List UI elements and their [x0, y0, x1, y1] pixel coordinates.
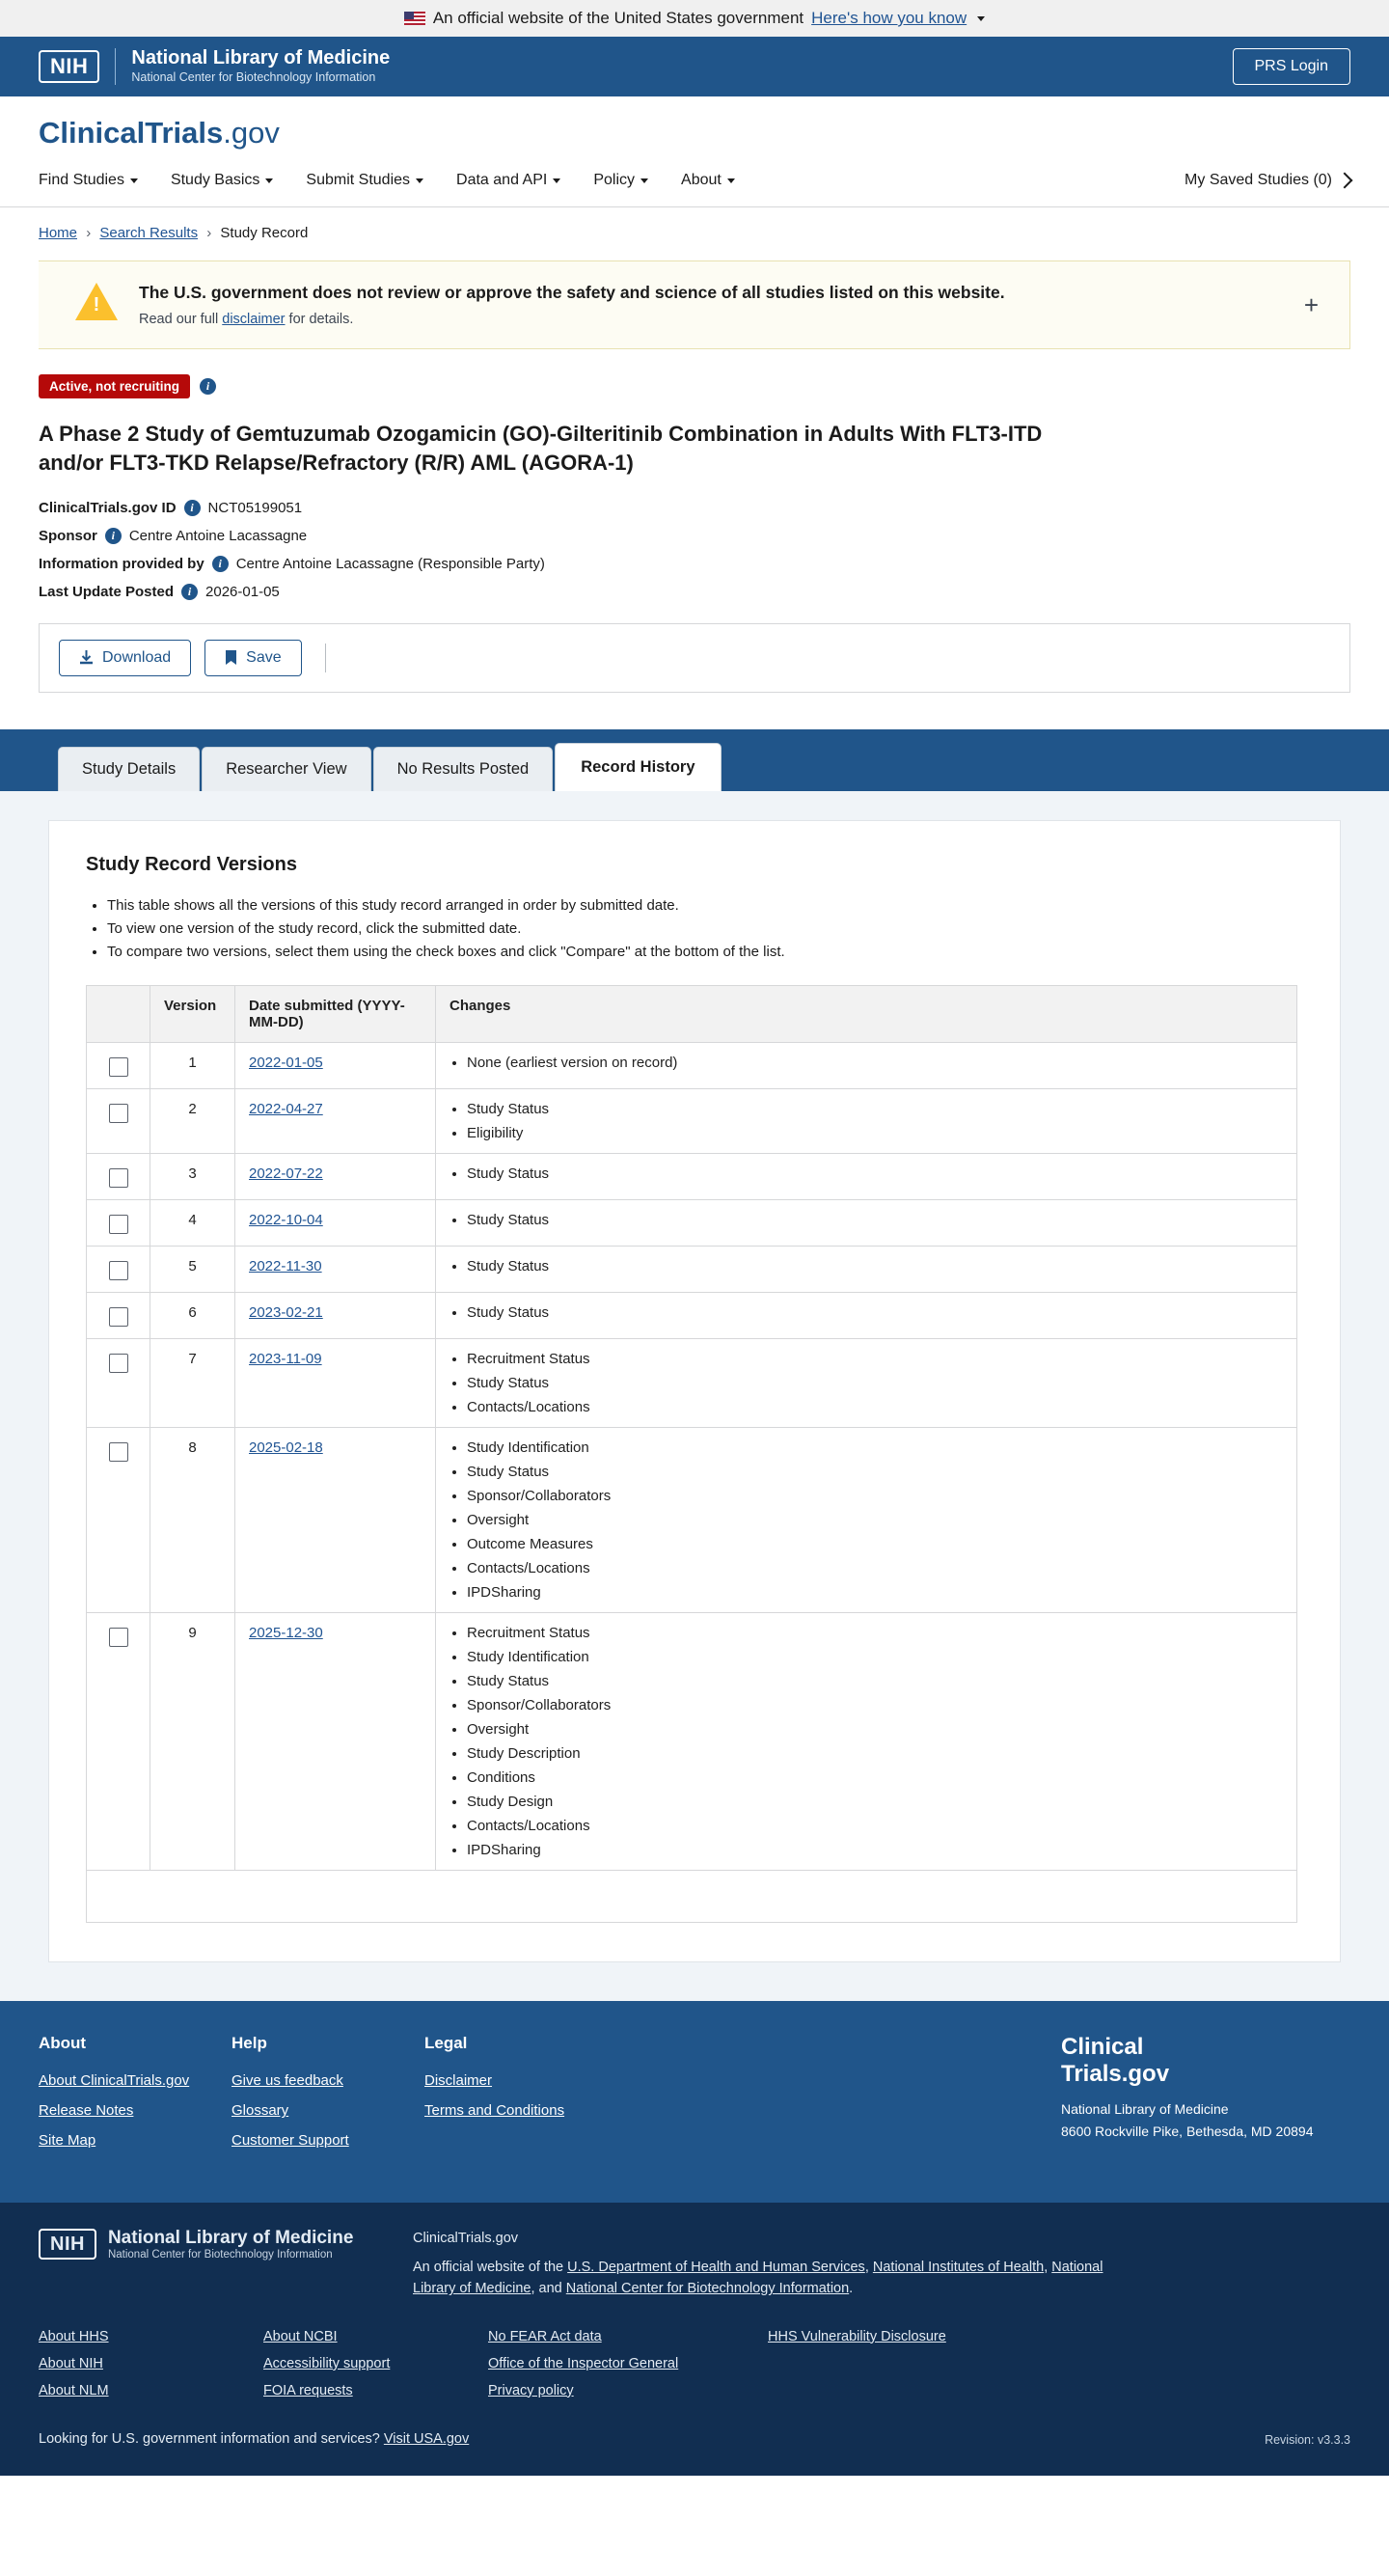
changes-cell [436, 1154, 1297, 1200]
footer-brand [1061, 2034, 1350, 2162]
versions-table-head [87, 986, 1297, 1043]
site-header [0, 96, 1389, 207]
alert-sub-pre: Read our full [139, 312, 223, 327]
section-heading: Study Record Versions [86, 854, 297, 876]
alert-expand-button[interactable]: + [1303, 290, 1319, 319]
ncbi-link[interactable]: National Center for Biotechnology Information [565, 2281, 850, 2297]
changes-list [449, 1165, 1283, 1182]
my-saved-studies-link[interactable] [1185, 172, 1350, 189]
record-history-panel [48, 820, 1341, 1962]
version-date-link[interactable]: 2022-11-30 [249, 1258, 322, 1275]
status-badge: Active, not recruiting [39, 374, 190, 398]
change-item: • Outcome Measures [467, 1536, 1283, 1552]
version-date-link[interactable]: 2022-10-04 [249, 1212, 323, 1229]
changes-cell [436, 1247, 1297, 1293]
version-number: 3 [150, 1154, 235, 1200]
gov-links-column-2 [263, 2329, 488, 2410]
change-item: • Contacts/Locations [467, 1560, 1283, 1576]
breadcrumb [0, 207, 1389, 247]
date-submitted-cell [235, 1428, 436, 1613]
tab-record-history[interactable]: Record History [555, 743, 721, 791]
meta-label: Information provided by [39, 556, 204, 573]
download-icon [79, 650, 94, 666]
date-submitted-cell [235, 1089, 436, 1154]
change-item: • Sponsor/Collaborators [467, 1697, 1283, 1713]
table-row [87, 1339, 1297, 1428]
footer-heading: Help [232, 2034, 267, 2053]
column-header-version: Version [150, 986, 235, 1043]
list-item: • To view one version of the study record, click the submitted date. [107, 920, 1303, 937]
chevron-down-icon[interactable] [977, 16, 985, 21]
alert-accent-bar [39, 261, 42, 348]
arrow-right-icon [1337, 172, 1353, 188]
hhs-link[interactable]: U.S. Department of Health and Human Services [567, 2259, 865, 2275]
date-submitted-cell [235, 1339, 436, 1428]
version-checkbox[interactable] [109, 1628, 128, 1647]
change-item: • IPDSharing [467, 1584, 1283, 1601]
change-item: • Study Status [467, 1101, 1283, 1117]
breadcrumb-search-results[interactable]: Search Results [99, 225, 199, 241]
brand-bold: ClinicalTrials [39, 116, 224, 150]
meta-value: Centre Antoine Lacassagne [128, 528, 308, 545]
version-number: 9 [150, 1613, 235, 1871]
change-item: • Eligibility [467, 1125, 1283, 1141]
table-footer-row [87, 1871, 1297, 1923]
official-prefix: An official website of the [413, 2259, 568, 2275]
gov-banner [0, 0, 1389, 37]
change-item: • Study Status [467, 1464, 1283, 1480]
meta-row-last-update-posted [39, 584, 1350, 600]
footer-link[interactable]: Give us feedback [232, 2072, 343, 2090]
page-title: A Phase 2 Study of Gemtuzumab Ozogamicin (GO)-Gilteritinib Combination in Adults With FLT3-ITD and/or FLT3-TKD Relapse/Refractory (R/R) AML (AGORA-1) [39, 422, 1043, 475]
change-item: • Sponsor/Collaborators [467, 1488, 1283, 1504]
gov-footer-link[interactable]: About NCBI [263, 2328, 338, 2344]
table-footer-cell [87, 1871, 1297, 1923]
version-number: 8 [150, 1428, 235, 1613]
row-select-cell [87, 1154, 150, 1200]
meta-value: Centre Antoine Lacassagne (Responsible Party) [235, 556, 545, 573]
change-item: • Study Status [467, 1258, 1283, 1274]
usa-gov-link[interactable]: Visit USA.gov [383, 2430, 470, 2447]
version-date-link[interactable]: 2022-01-05 [249, 1055, 323, 1072]
footer-column-about [39, 2034, 232, 2162]
row-select-cell [87, 1200, 150, 1247]
version-number: 4 [150, 1200, 235, 1247]
nav-label: Data and API [456, 172, 548, 188]
disclaimer-alert [39, 260, 1350, 349]
nih-logo[interactable]: NIH [39, 2229, 96, 2260]
version-number: 2 [150, 1089, 235, 1154]
download-button[interactable] [59, 640, 191, 676]
footer-heading: About [39, 2034, 87, 2053]
government-footer [0, 2203, 1389, 2475]
footer-link[interactable]: Terms and Conditions [424, 2102, 565, 2120]
gov-links-column-3 [488, 2329, 768, 2410]
gov-footer-link[interactable]: Privacy policy [488, 2382, 574, 2398]
info-icon[interactable]: i [105, 528, 122, 544]
change-item: • Study Status [467, 1165, 1283, 1182]
version-date-link[interactable]: 2022-04-27 [249, 1101, 323, 1118]
table-row [87, 1293, 1297, 1339]
version-date-link[interactable]: 2023-11-09 [249, 1351, 322, 1368]
meta-row-information-provided-by [39, 556, 1350, 572]
nav-label: Policy [593, 172, 636, 188]
row-select-cell [87, 1428, 150, 1613]
nlm-link[interactable]: National Library of Medicine [413, 2259, 1103, 2297]
info-icon[interactable]: i [181, 584, 198, 600]
column-header-changes: Changes [436, 986, 1297, 1043]
date-submitted-cell [235, 1043, 436, 1089]
change-item: • Contacts/Locations [467, 1818, 1283, 1834]
brand-light: .gov [223, 116, 280, 150]
nav-item-data-and-api[interactable] [456, 160, 560, 201]
gov-footer-link[interactable]: HHS Vulnerability Disclosure [768, 2328, 946, 2344]
footer-column-help [232, 2034, 424, 2162]
table-row [87, 1613, 1297, 1871]
changes-cell [436, 1339, 1297, 1428]
gov-footer-link[interactable]: About NIH [39, 2355, 103, 2371]
tab-study-details[interactable]: Study Details [58, 747, 200, 791]
version-number: 7 [150, 1339, 235, 1428]
footer-nih-title: National Library of Medicine [107, 2228, 354, 2249]
change-item: • IPDSharing [467, 1842, 1283, 1858]
footer-link[interactable]: Release Notes [39, 2102, 134, 2120]
footer-column-legal [424, 2034, 617, 2162]
change-item: • Recruitment Status [467, 1351, 1283, 1367]
alert-title: The U.S. government does not review or approve the safety and science of all studies listed on this website. [139, 283, 1005, 302]
gov-footer-link[interactable]: About HHS [39, 2328, 109, 2344]
footer-brand-line1: Clinical [1061, 2034, 1144, 2061]
changes-cell [436, 1043, 1297, 1089]
column-header-date: Date submitted (YYYY-MM-DD) [235, 986, 436, 1043]
changes-cell [436, 1613, 1297, 1871]
meta-value: 2026-01-05 [205, 584, 280, 601]
saved-studies-label: My Saved Studies (0) [1185, 172, 1332, 188]
list-item: • To compare two versions, select them using the check boxes and click "Compare" at the bottom of the list. [107, 944, 1303, 960]
change-item: • Oversight [467, 1721, 1283, 1738]
change-item: • Study Design [467, 1794, 1283, 1810]
breadcrumb-current: Study Record [220, 225, 309, 241]
changes-list [449, 1101, 1283, 1141]
table-row [87, 1247, 1297, 1293]
nav-label: Find Studies [39, 172, 124, 188]
version-number: 1 [150, 1043, 235, 1089]
gov-footer-link[interactable]: About NLM [39, 2382, 109, 2398]
gov-links-column-1 [39, 2329, 263, 2410]
nih-header-title: National Library of Medicine [131, 47, 391, 69]
nih-header [0, 37, 1389, 96]
and-text: , and [531, 2281, 566, 2297]
date-submitted-cell [235, 1293, 436, 1339]
changes-list [449, 1258, 1283, 1274]
change-item: • Recruitment Status [467, 1625, 1283, 1641]
alert-sub-post: for details. [285, 312, 354, 327]
warning-icon: ! [75, 283, 118, 321]
footer-brand-line2: Trials.gov [1061, 2060, 1170, 2087]
date-submitted-cell [235, 1200, 436, 1247]
date-submitted-cell [235, 1613, 436, 1871]
nav-item-find-studies[interactable] [39, 160, 138, 201]
change-item: • Study Status [467, 1304, 1283, 1321]
tab-researcher-view[interactable]: Researcher View [202, 747, 370, 791]
table-row [87, 1154, 1297, 1200]
footer-nih-brand [39, 2228, 386, 2261]
gov-footer-links [39, 2329, 1350, 2410]
chevron-down-icon [640, 178, 648, 183]
change-item: • Conditions [467, 1769, 1283, 1786]
change-item: • Study Identification [467, 1439, 1283, 1456]
save-label: Save [246, 649, 282, 667]
chevron-down-icon [727, 178, 735, 183]
footer-brand-sub1: National Library of Medicine [1061, 2100, 1229, 2117]
nih-logo[interactable]: NIH [39, 50, 99, 83]
us-flag-icon [404, 12, 425, 25]
version-checkbox[interactable] [109, 1168, 128, 1188]
gov-footer-bottom [39, 2431, 1350, 2447]
revision-label: Revision: v3.3.3 [1265, 2432, 1350, 2447]
footer-link[interactable]: About ClinicalTrials.gov [39, 2072, 190, 2090]
disclaimer-link[interactable]: disclaimer [222, 312, 286, 327]
header-divider [115, 48, 116, 85]
bookmark-icon [225, 650, 237, 666]
gov-footer-link[interactable]: Office of the Inspector General [488, 2355, 679, 2371]
chevron-down-icon [130, 178, 138, 183]
prs-login-button[interactable]: PRS Login [1233, 48, 1351, 85]
nih-link[interactable]: National Institutes of Health [872, 2259, 1045, 2275]
table-row [87, 1043, 1297, 1089]
footer-link[interactable]: Site Map [39, 2132, 96, 2150]
meta-row-sponsor [39, 528, 1350, 544]
change-item: • None (earliest version on record) [467, 1055, 1283, 1071]
gov-banner-text: An official website of the United States government [432, 9, 804, 27]
date-submitted-cell [235, 1247, 436, 1293]
version-checkbox[interactable] [109, 1307, 128, 1327]
versions-table [86, 985, 1297, 1923]
alert-subtitle [139, 312, 1005, 327]
version-number: 6 [150, 1293, 235, 1339]
changes-list [449, 1439, 1283, 1601]
meta-label: Last Update Posted [39, 584, 175, 601]
version-checkbox[interactable] [109, 1215, 128, 1234]
version-number: 5 [150, 1247, 235, 1293]
usa-gov-prompt: Looking for U.S. government information and services? [39, 2430, 380, 2447]
change-item: • Study Status [467, 1375, 1283, 1391]
version-checkbox[interactable] [109, 1057, 128, 1077]
table-header-row [87, 986, 1297, 1043]
nav-label: Submit Studies [306, 172, 411, 188]
gov-footer-link[interactable]: Accessibility support [263, 2355, 391, 2371]
versions-table-body [87, 1043, 1297, 1923]
version-date-link[interactable]: 2023-02-21 [249, 1304, 323, 1322]
gov-links-column-4 [768, 2329, 993, 2410]
row-select-cell [87, 1247, 150, 1293]
change-item: • Study Description [467, 1745, 1283, 1762]
column-header-select [87, 986, 150, 1043]
tab-no-results-posted[interactable]: No Results Posted [373, 747, 554, 791]
table-row [87, 1428, 1297, 1613]
changes-list [449, 1055, 1283, 1071]
chevron-down-icon [416, 178, 423, 183]
download-label: Download [102, 649, 172, 667]
site-footer [0, 2001, 1389, 2203]
version-checkbox[interactable] [109, 1104, 128, 1123]
site-brand[interactable] [39, 96, 1350, 160]
meta-row-nct-id [39, 500, 1350, 516]
version-checkbox[interactable] [109, 1261, 128, 1280]
table-row [87, 1089, 1297, 1154]
changes-list [449, 1304, 1283, 1321]
nav-label: About [681, 172, 722, 188]
change-item: • Study Identification [467, 1649, 1283, 1665]
status-row [39, 374, 1350, 398]
footer-official-statement: An official website of the U.S. Department of Health and Human Services, National Institutes of Health, National Library of Medicine, and National Center for Biotechnology Information. [413, 2259, 1103, 2297]
changes-cell [436, 1428, 1297, 1613]
changes-cell [436, 1089, 1297, 1154]
version-checkbox[interactable] [109, 1354, 128, 1373]
footer-link[interactable]: Disclaimer [424, 2072, 493, 2090]
instructions-list [86, 897, 1303, 960]
nih-header-subtitle: National Center for Biotechnology Information [131, 70, 376, 85]
row-select-cell [87, 1089, 150, 1154]
meta-label: ClinicalTrials.gov ID [39, 500, 177, 517]
breadcrumb-separator: › [86, 225, 92, 241]
changes-cell [436, 1200, 1297, 1247]
change-item: • Contacts/Locations [467, 1399, 1283, 1415]
info-icon[interactable]: i [184, 500, 201, 516]
nav-item-submit-studies[interactable] [306, 160, 423, 201]
gov-footer-link[interactable]: FOIA requests [263, 2382, 353, 2398]
footer-brand-sub2: 8600 Rockville Pike, Bethesda, MD 20894 [1061, 2123, 1314, 2139]
gov-footer-link[interactable]: No FEAR Act data [488, 2328, 602, 2344]
changes-list [449, 1212, 1283, 1228]
footer-nih-subtitle: National Center for Biotechnology Information [107, 2249, 333, 2261]
version-date-link[interactable]: 2025-12-30 [249, 1625, 323, 1642]
nav-label: Study Basics [170, 172, 260, 188]
how-you-know-link[interactable]: Here's how you know [811, 9, 967, 27]
changes-list [449, 1351, 1283, 1415]
row-select-cell [87, 1613, 150, 1871]
row-select-cell [87, 1043, 150, 1089]
table-row [87, 1200, 1297, 1247]
version-date-link[interactable]: 2022-07-22 [249, 1165, 323, 1183]
changes-cell [436, 1293, 1297, 1339]
change-item: • Study Status [467, 1673, 1283, 1689]
save-button[interactable] [204, 640, 301, 676]
changes-list [449, 1625, 1283, 1858]
chevron-down-icon [553, 178, 560, 183]
breadcrumb-separator: › [206, 225, 212, 241]
tab-bar [0, 729, 1389, 791]
chevron-down-icon [265, 178, 273, 183]
meta-label: Sponsor [39, 528, 97, 545]
footer-link[interactable]: Glossary [232, 2102, 289, 2120]
action-divider [325, 644, 326, 672]
list-item: • This table shows all the versions of this study record arranged in order by submitted date. [107, 897, 1303, 914]
nav-item-about[interactable] [681, 160, 735, 201]
main-navigation [39, 160, 1350, 206]
version-checkbox[interactable] [109, 1442, 128, 1462]
action-bar [39, 623, 1350, 693]
page-body [0, 791, 1389, 2001]
date-submitted-cell [235, 1154, 436, 1200]
nav-item-study-basics[interactable] [171, 160, 273, 201]
breadcrumb-home[interactable]: Home [39, 225, 78, 241]
version-date-link[interactable]: 2025-02-18 [249, 1439, 323, 1457]
footer-heading: Legal [424, 2034, 468, 2053]
info-icon[interactable]: i [212, 556, 229, 572]
row-select-cell [87, 1339, 150, 1428]
nav-item-policy[interactable] [593, 160, 648, 201]
footer-link[interactable]: Customer Support [232, 2132, 349, 2150]
row-select-cell [87, 1293, 150, 1339]
change-item: • Study Status [467, 1212, 1283, 1228]
footer-site-name: ClinicalTrials.gov [413, 2231, 519, 2247]
info-icon[interactable]: i [200, 378, 216, 395]
meta-value: NCT05199051 [207, 500, 303, 517]
change-item: • Oversight [467, 1512, 1283, 1528]
